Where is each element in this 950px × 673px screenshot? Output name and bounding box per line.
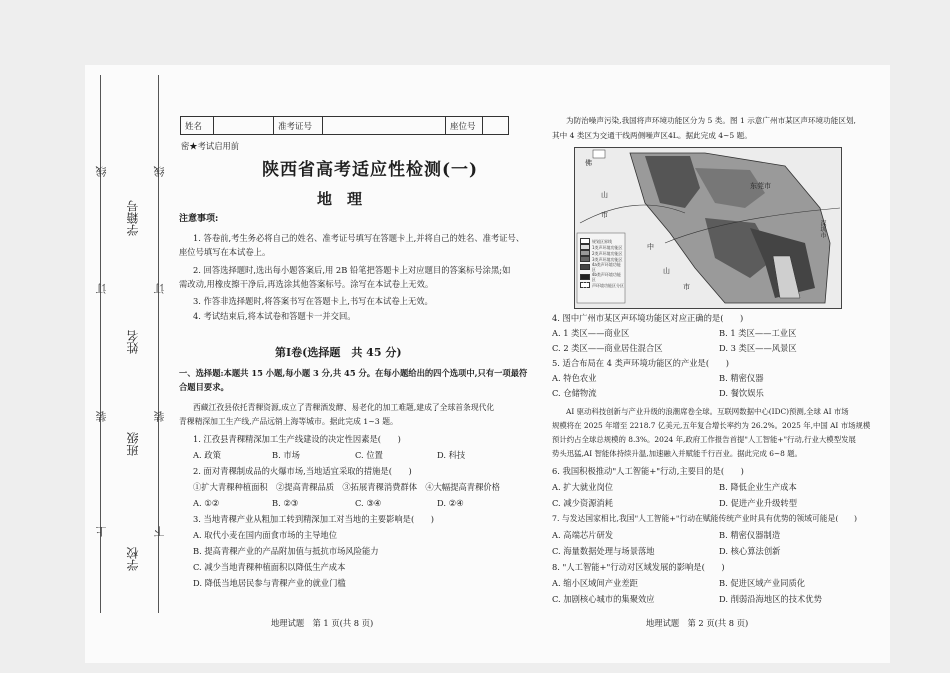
- binding-mark-bind: 装: [95, 410, 108, 422]
- legend-zone-divider: 声环境功能区分区: [592, 282, 624, 288]
- field-student-id: 学籍号: [126, 200, 140, 236]
- q6-option-d[interactable]: D. 促进产业升级转型: [719, 498, 798, 508]
- legend-class-4a: 4a类声环境功能区: [591, 262, 621, 272]
- secret-mark: 密★考试启用前: [181, 141, 240, 151]
- binding-mark-bind-2: 装: [153, 410, 166, 422]
- binding-mark-down: 下: [153, 525, 166, 537]
- map-label-fo: 佛: [585, 159, 592, 167]
- binding-mark-order-2: 订: [153, 282, 166, 294]
- field-name: 姓名: [126, 330, 140, 354]
- passage-1-line-1: 西藏江孜县依托青稞资源,成立了青稞酒发酵、易老化的加工难题,建成了全球首条现代化: [193, 403, 495, 412]
- q6-stem: 6. 我国积极推动"人工智能+"行动,主要目的是( ): [552, 466, 744, 476]
- q2-sub: ①扩大青稞种植面积 ②提高青稞品质 ③拓展青稞消费群体 ④大幅提高青稞价格: [193, 482, 500, 492]
- ai-passage-line-3: 预计约占全球总规模的 8.3%。2024 年,政府工作报告首提"人工智能+"行动,行业大模型发展: [552, 435, 856, 444]
- q6-option-c[interactable]: C. 减少资源消耗: [552, 498, 614, 508]
- ai-passage-line-2: 规模将在 2025 年增至 2218.7 亿美元,五年复合增长率约为 26.2%。2025 年,中国 AI 市场规模: [552, 421, 871, 430]
- q8-option-c[interactable]: C. 加剧核心城市的集聚效应: [552, 594, 655, 604]
- map-legend: [580, 238, 624, 288]
- note-line-6: 4. 考试结束后,将本试卷和答题卡一并交回。: [193, 311, 356, 321]
- map-label-shenzhen: 深圳市: [819, 220, 826, 238]
- q7-stem: 7. 与发达国家相比,我国"人工智能+"行动在赋能传统产业时具有优势的领域可能是( ): [552, 514, 858, 523]
- subject-title: 地 理: [317, 190, 363, 208]
- map-label-shi: 市: [601, 211, 608, 219]
- name-field[interactable]: [214, 117, 274, 134]
- section-1-title: 第Ⅰ卷(选择题 共 45 分): [275, 346, 402, 359]
- q8-option-d[interactable]: D. 削弱沿海地区的技术优势: [719, 594, 822, 604]
- passage-1-line-2: 青稞精深加工生产线,产品远销上海等城市。据此完成 1~3 题。: [179, 417, 398, 426]
- map-label-dongguan: 东莞市: [750, 182, 771, 190]
- seat-field[interactable]: [483, 117, 508, 134]
- q8-stem: 8. "人工智能+"行动对区域发展的影响是( ): [552, 562, 725, 572]
- right-page-footer: 地理试题 第 2 页(共 8 页): [646, 618, 749, 628]
- exam-no-label: 准考证号: [274, 117, 323, 134]
- q5-option-d[interactable]: D. 餐饮娱乐: [719, 388, 764, 398]
- q2-option-d[interactable]: D. ②④: [437, 498, 464, 508]
- field-school: 学校: [126, 547, 140, 571]
- q6-option-a[interactable]: A. 扩大就业岗位: [552, 482, 614, 492]
- q4-stem: 4. 图中广州市某区声环境功能区对应正确的是( ): [552, 313, 744, 323]
- note-line-3: 2. 回答选择题时,选出每小题答案后,用 2B 铅笔把答题卡上对应题目的答案标号涂黑;如: [193, 265, 511, 275]
- binding-mark-line-2: 线: [153, 165, 166, 177]
- ai-passage-line-4: 势头迅猛,AI 智能体持续升温,加速融入并赋能千行百业。据此完成 6~8 题。: [552, 449, 802, 458]
- binding-mark-line: 线: [95, 165, 108, 177]
- note-line-5: 3. 作答非选择题时,将答案书写在答题卡上,书写在本试卷上无效。: [193, 296, 433, 306]
- exam-title: 陕西省高考适应性检测(一): [262, 160, 479, 180]
- q4-option-c[interactable]: C. 2 类区——商业居住混合区: [552, 343, 663, 353]
- binding-mark-order: 订: [95, 282, 108, 294]
- section-1-intro-2: 合题目要求。: [179, 382, 229, 392]
- q4-option-b[interactable]: B. 1 类区——工业区: [719, 328, 797, 338]
- q7-option-b[interactable]: B. 精密仪器制造: [719, 530, 781, 540]
- q3-stem: 3. 当地青稞产业从粗加工转到精深加工对当地的主要影响是( ): [193, 514, 435, 524]
- binding-mark-up: 上: [95, 525, 108, 537]
- note-line-2: 座位号填写在本试卷上。: [179, 247, 271, 257]
- note-line-4: 需改动,用橡皮擦干净后,再选涂其他答案标号。涂写在本试卷上无效。: [179, 279, 434, 289]
- q8-option-a[interactable]: A. 缩小区域间产业差距: [552, 578, 638, 588]
- q3-option-a[interactable]: A. 取代小麦在国内面食市场的主导地位: [193, 530, 338, 540]
- ai-passage-line-1: AI 驱动科技创新与产业升级的浪潮席卷全球。互联网数据中心(IDC)预测,全球 AI 市场: [566, 407, 849, 416]
- q1-option-d[interactable]: D. 科技: [437, 450, 466, 460]
- q1-option-a[interactable]: A. 政策: [193, 450, 221, 460]
- q5-option-c[interactable]: C. 仓储物流: [552, 388, 597, 398]
- q7-option-c[interactable]: C. 海量数据处理与场景落地: [552, 546, 655, 556]
- notes-heading: 注意事项:: [179, 214, 219, 224]
- map-label-shan-2: 山: [663, 267, 670, 275]
- q3-option-c[interactable]: C. 减少当地青稞种植面积以降低生产成本: [193, 562, 346, 572]
- q1-stem: 1. 江孜县青稞精深加工生产线建设的决定性因素是( ): [193, 434, 401, 444]
- q2-option-c[interactable]: C. ③④: [355, 498, 382, 508]
- name-label: 姓名: [181, 117, 214, 134]
- q2-option-b[interactable]: B. ②③: [272, 498, 299, 508]
- q1-option-c[interactable]: C. 位置: [355, 450, 383, 460]
- left-page-footer: 地理试题 第 1 页(共 8 页): [271, 618, 374, 628]
- noise-zoning-map: [574, 147, 842, 309]
- q2-option-a[interactable]: A. ①②: [193, 498, 220, 508]
- legend-boundary: 规划区界线: [592, 238, 612, 244]
- q1-option-b[interactable]: B. 市场: [272, 450, 300, 460]
- map-label-shi-2: 市: [683, 283, 690, 291]
- map-label-shan: 山: [601, 191, 608, 199]
- legend-class-2: 2类声环境功能区: [592, 250, 623, 256]
- q6-option-b[interactable]: B. 降低企业生产成本: [719, 482, 797, 492]
- legend-class-1: 1类声环境功能区: [592, 244, 623, 250]
- q5-option-a[interactable]: A. 特色农业: [552, 373, 597, 383]
- q3-option-b[interactable]: B. 提高青稞产业的产品附加值与抵抗市场风险能力: [193, 546, 379, 556]
- q2-stem: 2. 面对青稞制成品的火爆市场,当地适宜采取的措施是( ): [193, 466, 412, 476]
- q7-option-a[interactable]: A. 高端芯片研发: [552, 530, 614, 540]
- right-intro-line-2: 其中 4 类区为交通干线两侧噪声区4L。据此完成 4~5 题。: [552, 131, 752, 140]
- q5-option-b[interactable]: B. 精密仪器: [719, 373, 764, 383]
- q4-option-a[interactable]: A. 1 类区——商业区: [552, 328, 630, 338]
- q3-option-d[interactable]: D. 降低当地居民参与青稞产业的就业门槛: [193, 578, 346, 588]
- section-1-intro-1: 一、选择题:本题共 15 小题,每小题 3 分,共 45 分。在每小题给出的四个选项中,只有一项最符: [179, 368, 528, 378]
- right-intro-line-1: 为防治噪声污染,我国将声环境功能区分为 5 类。图 1 示意广州市某区声环境功能区划,: [566, 116, 856, 125]
- candidate-info-table: [180, 116, 509, 135]
- note-line-1: 1. 答卷前,考生务必将自己的姓名、准考证号填写在答题卡上,并将自己的姓名、准考证号、: [193, 233, 525, 243]
- exam-no-field[interactable]: [323, 117, 446, 134]
- map-label-zhong: 中: [647, 243, 654, 251]
- q4-option-d[interactable]: D. 3 类区——风景区: [719, 343, 797, 353]
- q5-stem: 5. 适合布局在 4 类声环境功能区的产业是( ): [552, 358, 729, 368]
- q7-option-d[interactable]: D. 核心算法创新: [719, 546, 781, 556]
- legend-class-3: 3类声环境功能区: [592, 256, 623, 262]
- seat-label: 座位号: [446, 117, 483, 134]
- q8-option-b[interactable]: B. 促进区域产业同质化: [719, 578, 806, 588]
- field-class: 班级: [126, 432, 140, 456]
- legend-class-4b: 4b类声环境功能区: [591, 272, 621, 282]
